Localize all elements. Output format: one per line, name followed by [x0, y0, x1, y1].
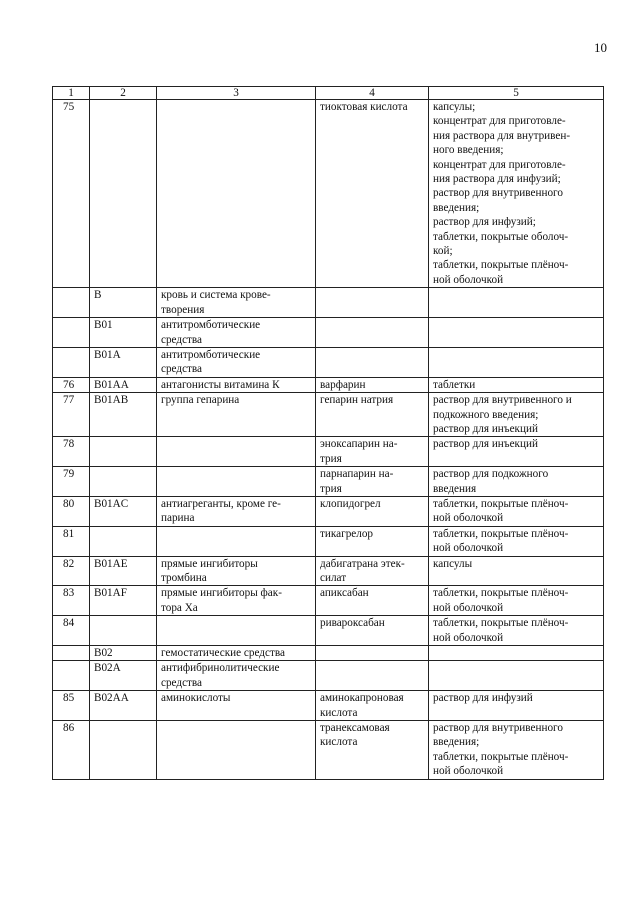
header-col-2: 2 [90, 87, 157, 100]
dosage-forms-cell: таблетки, покрытые плёноч- ной оболочкой [429, 496, 604, 526]
drug-name-cell: аминокапроновая кислота [316, 691, 429, 721]
row-number-cell [53, 347, 90, 377]
drug-name-cell: тиоктовая кислота [316, 100, 429, 288]
pharmacological-group-cell [157, 526, 316, 556]
atc-code-cell: B01AF [90, 586, 157, 616]
header-col-1: 1 [53, 87, 90, 100]
row-number-cell [53, 318, 90, 348]
dosage-forms-cell: раствор для инфузий [429, 691, 604, 721]
atc-code-cell [90, 526, 157, 556]
pharmacological-group-cell [157, 616, 316, 646]
dosage-forms-cell: капсулы [429, 556, 604, 586]
row-number-cell: 84 [53, 616, 90, 646]
dosage-forms-cell: раствор для внутривенного введения; таблетки, покрытые плёноч- ной оболочкой [429, 721, 604, 780]
dosage-forms-cell: капсулы; концентрат для приготовле- ния раствора для внутривен- ного введения; концентрат для приготовле- ния раствора для инфузий; раствор для внутривенного введения; раствор для инфузий; таблетки, покрытые оболоч- кой; таблетки, покрытые плёноч- ной оболочкой [429, 100, 604, 288]
table-row [53, 100, 604, 288]
drug-name-cell: эноксапарин на- трия [316, 437, 429, 467]
pharmacological-group-cell: антитромботические средства [157, 318, 316, 348]
table-row [53, 691, 604, 721]
atc-code-cell: B02A [90, 661, 157, 691]
row-number-cell: 81 [53, 526, 90, 556]
header-col-5: 5 [429, 87, 604, 100]
row-number-cell: 80 [53, 496, 90, 526]
pharmacological-group-cell: антифибринолитические средства [157, 661, 316, 691]
drug-name-cell: транексамовая кислота [316, 721, 429, 780]
drug-register-table [52, 86, 604, 780]
pharmacological-group-cell: прямые ингибиторы фак- тора Xa [157, 586, 316, 616]
drug-name-cell: ривароксабан [316, 616, 429, 646]
table-row [53, 721, 604, 780]
table-row [53, 661, 604, 691]
table-row [53, 526, 604, 556]
table-row [53, 288, 604, 318]
dosage-forms-cell: таблетки [429, 377, 604, 392]
atc-code-cell: B01 [90, 318, 157, 348]
dosage-forms-cell: раствор для инъекций [429, 437, 604, 467]
row-number-cell: 78 [53, 437, 90, 467]
dosage-forms-cell: таблетки, покрытые плёноч- ной оболочкой [429, 586, 604, 616]
dosage-forms-cell [429, 318, 604, 348]
drug-name-cell: парнапарин на- трия [316, 467, 429, 497]
table-row [53, 646, 604, 661]
drug-name-cell [316, 347, 429, 377]
table-body [53, 100, 604, 780]
atc-code-cell: B [90, 288, 157, 318]
drug-name-cell [316, 318, 429, 348]
drug-name-cell: дабигатрана этек- силат [316, 556, 429, 586]
dosage-forms-cell: раствор для подкожного введения [429, 467, 604, 497]
atc-code-cell [90, 721, 157, 780]
row-number-cell [53, 646, 90, 661]
dosage-forms-cell: таблетки, покрытые плёноч- ной оболочкой [429, 616, 604, 646]
table-row [53, 377, 604, 392]
row-number-cell: 76 [53, 377, 90, 392]
atc-code-cell: B01A [90, 347, 157, 377]
row-number-cell: 79 [53, 467, 90, 497]
header-col-3: 3 [157, 87, 316, 100]
table-row [53, 616, 604, 646]
atc-code-cell: B01AB [90, 393, 157, 437]
pharmacological-group-cell [157, 467, 316, 497]
pharmacological-group-cell: антитромботические средства [157, 347, 316, 377]
row-number-cell: 82 [53, 556, 90, 586]
pharmacological-group-cell: кровь и система крове- творения [157, 288, 316, 318]
row-number-cell [53, 288, 90, 318]
row-number-cell: 75 [53, 100, 90, 288]
atc-code-cell: B02AA [90, 691, 157, 721]
drug-name-cell [316, 288, 429, 318]
atc-code-cell [90, 467, 157, 497]
drug-name-cell [316, 646, 429, 661]
pharmacological-group-cell: антиагреганты, кроме ге- парина [157, 496, 316, 526]
atc-code-cell: B01AC [90, 496, 157, 526]
dosage-forms-cell [429, 288, 604, 318]
table-row [53, 393, 604, 437]
dosage-forms-cell [429, 661, 604, 691]
pharmacological-group-cell: гемостатические средства [157, 646, 316, 661]
drug-name-cell: гепарин натрия [316, 393, 429, 437]
atc-code-cell [90, 616, 157, 646]
atc-code-cell [90, 437, 157, 467]
table-row [53, 586, 604, 616]
drug-name-cell: апиксабан [316, 586, 429, 616]
table-row [53, 437, 604, 467]
pharmacological-group-cell: группа гепарина [157, 393, 316, 437]
atc-code-cell: B01AA [90, 377, 157, 392]
row-number-cell: 86 [53, 721, 90, 780]
pharmacological-group-cell [157, 100, 316, 288]
row-number-cell [53, 661, 90, 691]
row-number-cell: 77 [53, 393, 90, 437]
table-row [53, 556, 604, 586]
pharmacological-group-cell: прямые ингибиторы тромбина [157, 556, 316, 586]
page-number: 10 [594, 40, 607, 55]
header-col-4: 4 [316, 87, 429, 100]
row-number-cell: 85 [53, 691, 90, 721]
atc-code-cell: B02 [90, 646, 157, 661]
drug-name-cell: варфарин [316, 377, 429, 392]
atc-code-cell: B01AE [90, 556, 157, 586]
pharmacological-group-cell: антагонисты витамина К [157, 377, 316, 392]
atc-code-cell [90, 100, 157, 288]
pharmacological-group-cell: аминокислоты [157, 691, 316, 721]
table-row [53, 318, 604, 348]
drug-name-cell: тикагрелор [316, 526, 429, 556]
dosage-forms-cell: таблетки, покрытые плёноч- ной оболочкой [429, 526, 604, 556]
dosage-forms-cell [429, 646, 604, 661]
header-row [53, 87, 604, 100]
drug-name-cell: клопидогрел [316, 496, 429, 526]
table-row [53, 467, 604, 497]
dosage-forms-cell [429, 347, 604, 377]
row-number-cell: 83 [53, 586, 90, 616]
table-row [53, 496, 604, 526]
pharmacological-group-cell [157, 721, 316, 780]
drug-name-cell [316, 661, 429, 691]
table-row [53, 347, 604, 377]
dosage-forms-cell: раствор для внутривенного и подкожного введения; раствор для инъекций [429, 393, 604, 437]
pharmacological-group-cell [157, 437, 316, 467]
